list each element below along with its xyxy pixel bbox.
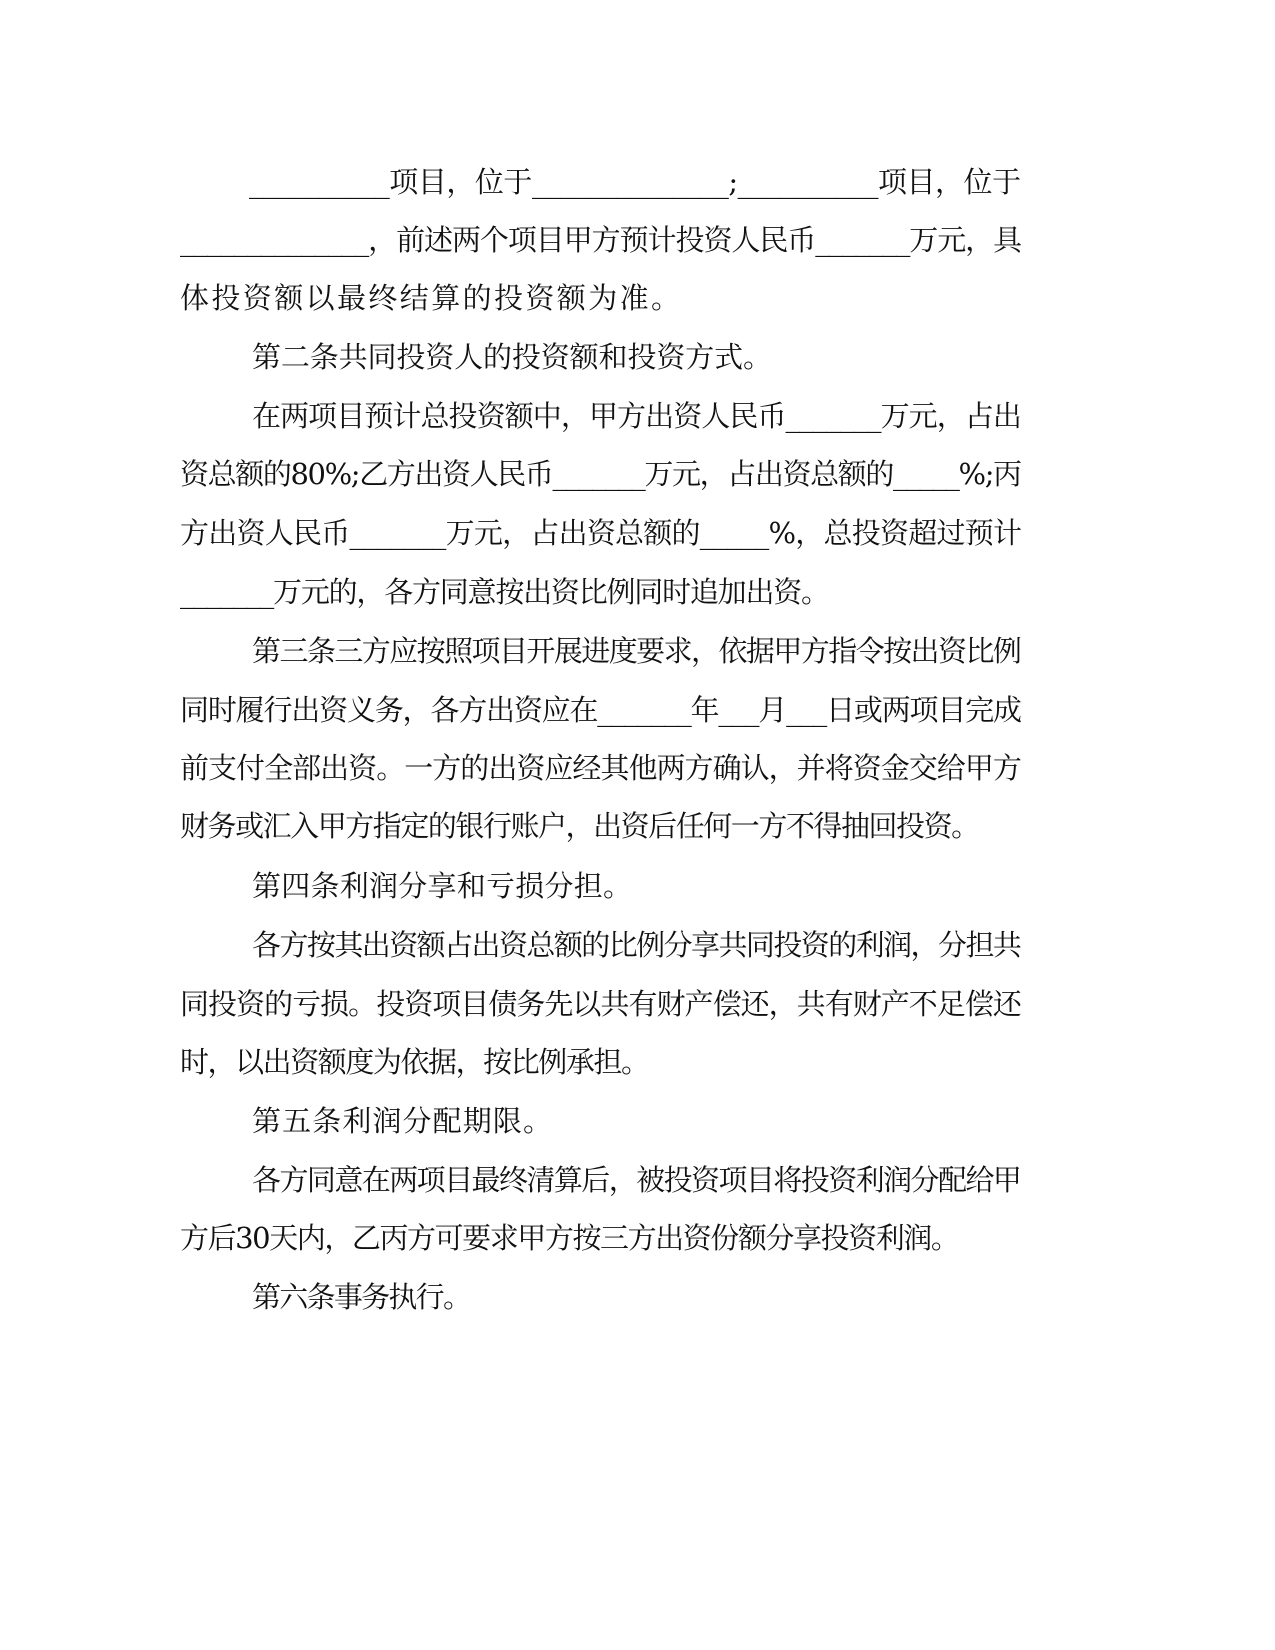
article-heading-3-text: 第三条三方应按照项目开展进度要求，依据甲方指令按出资比例 [252,634,1021,668]
text-line-3 [0,278,1275,318]
text-line-18-content: 各方同意在两项目最终清算后，被投资项目将投资利润分配给甲 [252,1163,1021,1197]
text-line-2 [0,220,1275,260]
text-line-1-content: __________项目，位于______________;__________项目，位于 [249,165,1021,199]
text-line-10 [0,690,1275,730]
text-line-19 [0,1218,1275,1258]
article-heading-2 [0,337,1275,377]
text-line-15 [0,984,1275,1024]
article-heading-5-text: 第五条利润分配期限。 [252,1104,554,1138]
text-line-14-content: 各方按其出资额占出资总额的比例分享共同投资的利润，分担共 [252,928,1021,962]
text-line-18 [0,1160,1275,1200]
text-line-8 [0,572,1275,612]
article-heading-6 [0,1277,1275,1317]
text-line-5 [0,396,1275,436]
text-line-12 [0,806,1275,846]
text-line-16 [0,1042,1275,1082]
text-line-2-content: ______________，前述两个项目甲方预计投资人民币_______万元，具 [180,223,1022,257]
text-line-10-content: 同时履行出资义务，各方出资应在_______年___月___日或两项目完成 [180,693,1021,727]
text-line-12-content: 财务或汇入甲方指定的银行账户，出资后任何一方不得抽回投资。 [180,809,979,843]
article-heading-2-text: 第二条共同投资人的投资额和投资方式。 [252,340,772,374]
text-line-3-content: 体投资额以最终结算的投资额为准。 [180,281,683,315]
text-line-15-content: 同投资的亏损。投资项目债务先以共有财产偿还，共有财产不足偿还 [180,987,1021,1021]
text-line-11-content: 前支付全部出资。一方的出资应经其他两方确认，并将资金交给甲方 [180,751,1021,785]
article-heading-3 [0,631,1275,671]
article-heading-6-text: 第六条事务执行。 [252,1280,471,1314]
article-heading-5 [0,1101,1275,1141]
text-line-7-content: 方出资人民币_______万元，占出资总额的_____%，总投资超过预计 [180,516,1022,550]
text-line-8-content: _______万元的，各方同意按出资比例同时追加出资。 [180,575,829,609]
text-line-1 [0,162,1275,202]
article-heading-4-text: 第四条利润分享和亏损分担。 [252,869,633,903]
text-line-5-content: 在两项目预计总投资额中，甲方出资人民币_______万元，占出 [252,399,1021,433]
text-line-19-content: 方后30天内，乙丙方可要求甲方按三方出资份额分享投资利润。 [180,1221,959,1255]
text-line-14 [0,925,1275,965]
text-line-11 [0,748,1275,788]
article-heading-4 [0,866,1275,906]
text-line-6-content: 资总额的80%;乙方出资人民币_______万元，占出资总额的_____%;丙 [180,457,1021,491]
text-line-16-content: 时，以出资额度为依据，按比例承担。 [180,1045,649,1079]
text-line-6 [0,454,1275,494]
text-line-7 [0,513,1275,553]
